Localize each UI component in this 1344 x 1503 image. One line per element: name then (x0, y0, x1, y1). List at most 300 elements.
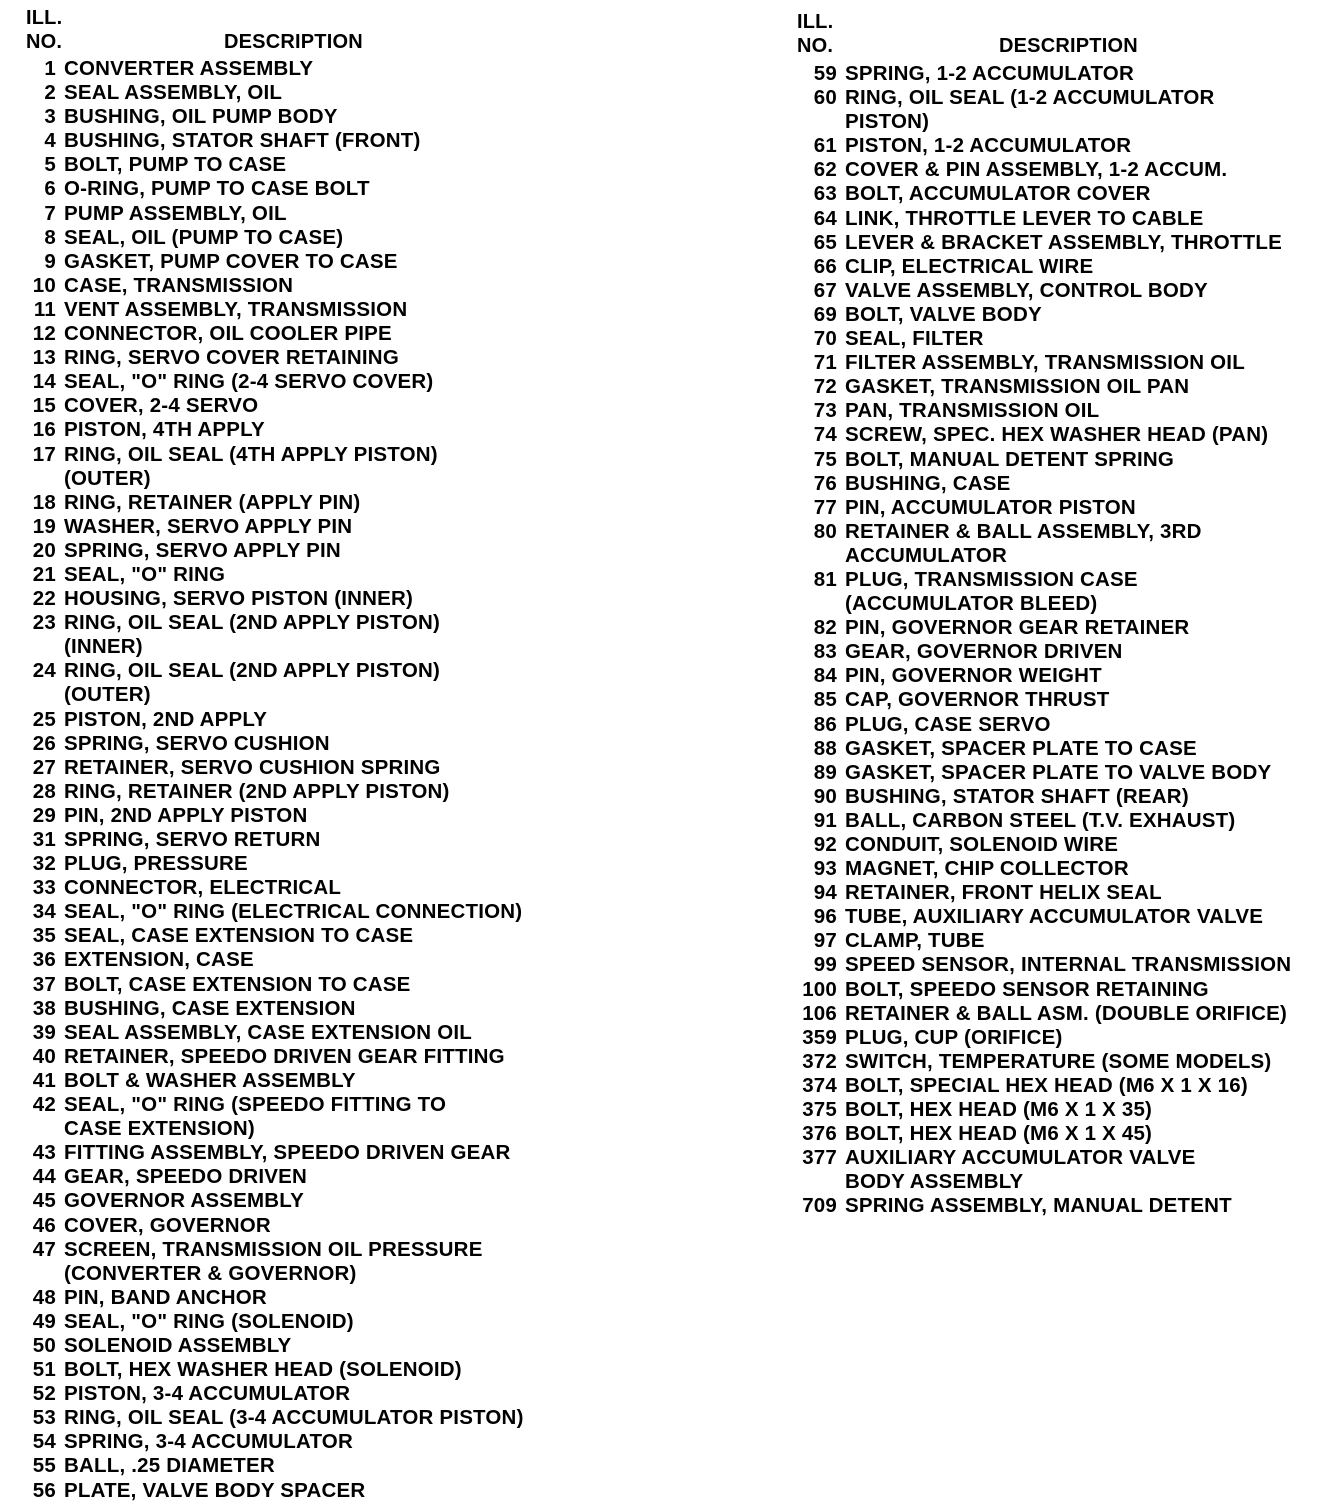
ill-number: 81 (813, 567, 837, 591)
part-description: RING, SERVO COVER RETAINING (64, 346, 399, 370)
ill-number: 54 (32, 1430, 56, 1454)
part-description: SPRING, 3-4 ACCUMULATOR (64, 1430, 353, 1454)
ill-number: 8 (44, 225, 56, 249)
part-description: CONNECTOR, OIL COOLER PIPE (64, 322, 392, 346)
parts-list-row (8, 1479, 524, 1503)
ill-number: 9 (44, 249, 56, 273)
ill-number: 67 (813, 278, 837, 302)
ill-number: 96 (813, 905, 837, 929)
parts-list-row (8, 250, 524, 274)
part-description: SCREW, SPEC. HEX WASHER HEAD (PAN) (845, 423, 1269, 447)
part-description: PLUG, PRESSURE (64, 852, 248, 876)
part-description: PLUG, CUP (ORIFICE) (845, 1025, 1063, 1049)
ill-number: 7 (44, 201, 56, 225)
ill-number: 38 (32, 996, 56, 1020)
ill-number: 42 (32, 1093, 56, 1117)
ill-number: 27 (32, 755, 56, 779)
ill-number: 48 (32, 1285, 56, 1309)
part-description: SEAL, "O" RING (SPEEDO FITTING TO CASE EXTENSION) (64, 1093, 447, 1141)
parts-list-row (8, 876, 524, 900)
ill-number: 14 (32, 370, 56, 394)
parts-list-row (8, 322, 524, 346)
part-description: BOLT, SPEEDO SENSOR RETAINING (845, 977, 1209, 1001)
ill-number: 15 (32, 394, 56, 418)
ill-number: 44 (32, 1165, 56, 1189)
parts-list-row (8, 443, 524, 491)
parts-list-row (783, 664, 1291, 688)
parts-list-row (8, 1093, 524, 1141)
ill-number: 22 (32, 587, 56, 611)
ill-number: 76 (813, 471, 837, 495)
parts-list-row (8, 708, 524, 732)
parts-list-row (8, 997, 524, 1021)
parts-list-row (8, 57, 524, 81)
ill-number: 36 (32, 948, 56, 972)
ill-number: 374 (802, 1073, 837, 1097)
part-description: SEAL, "O" RING (2-4 SERVO COVER) (64, 370, 434, 394)
ill-number: 13 (32, 346, 56, 370)
ill-number: 93 (813, 857, 837, 881)
parts-list-row (8, 1021, 524, 1045)
part-description: BUSHING, STATOR SHAFT (REAR) (845, 784, 1189, 808)
ill-number: 50 (32, 1333, 56, 1357)
parts-list-row (783, 688, 1291, 712)
ill-number: 26 (32, 731, 56, 755)
ill-number: 94 (813, 881, 837, 905)
parts-list-row (8, 370, 524, 394)
ill-number: 32 (32, 852, 56, 876)
part-description: PLUG, CASE SERVO (845, 712, 1051, 736)
ill-number: 24 (32, 659, 56, 683)
description-header: DESCRIPTION (999, 35, 1138, 57)
parts-list-left (8, 57, 524, 1503)
ill-number: 65 (813, 230, 837, 254)
ill-header-line1: ILL. (26, 7, 63, 29)
parts-list-row (783, 182, 1291, 206)
ill-number: 31 (32, 828, 56, 851)
ill-number: 2 (44, 81, 56, 105)
ill-number: 709 (802, 1194, 837, 1218)
ill-number: 97 (813, 929, 837, 953)
parts-list-row (783, 881, 1291, 905)
parts-list-row (8, 418, 524, 442)
ill-number: 5 (44, 153, 56, 177)
parts-list-row (783, 279, 1291, 303)
part-description: SOLENOID ASSEMBLY (64, 1333, 292, 1357)
part-description: RING, OIL SEAL (1-2 ACCUMULATOR PISTON) (845, 86, 1215, 134)
part-description: BOLT, HEX WASHER HEAD (SOLENOID) (64, 1358, 462, 1382)
parts-list-row (8, 973, 524, 997)
ill-number: 90 (813, 784, 837, 808)
parts-list-row (783, 905, 1291, 929)
parts-list-row (783, 1002, 1291, 1026)
ill-number: 100 (802, 977, 837, 1001)
parts-list-row (8, 1045, 524, 1069)
part-description: BOLT, HEX HEAD (M6 X 1 X 35) (845, 1098, 1153, 1122)
ill-number: 55 (32, 1454, 56, 1478)
ill-number: 59 (813, 62, 837, 85)
parts-list-row (783, 1026, 1291, 1050)
parts-list-row (8, 948, 524, 972)
ill-number: 47 (32, 1237, 56, 1261)
parts-list-row (783, 303, 1291, 327)
parts-list-row (8, 515, 524, 539)
ill-number: 3 (44, 105, 56, 129)
ill-number: 74 (813, 423, 837, 447)
part-description: CONVERTER ASSEMBLY (64, 57, 314, 80)
ill-no-header (26, 6, 62, 54)
ill-number: 18 (32, 490, 56, 514)
parts-list-row (8, 780, 524, 804)
ill-number: 51 (32, 1358, 56, 1382)
ill-number: 39 (32, 1020, 56, 1044)
parts-list-row (783, 953, 1291, 977)
part-description: RING, OIL SEAL (3-4 ACCUMULATOR PISTON) (64, 1406, 524, 1430)
ill-number: 83 (813, 640, 837, 664)
ill-number: 92 (813, 833, 837, 856)
part-description: AUXILIARY ACCUMULATOR VALVE BODY ASSEMBLY (845, 1146, 1196, 1194)
parts-list-row (783, 1122, 1291, 1146)
ill-number: 6 (44, 177, 56, 201)
part-description: BUSHING, OIL PUMP BODY (64, 105, 338, 129)
parts-list-row (8, 611, 524, 659)
parts-list-row (783, 399, 1291, 423)
ill-number: 46 (32, 1213, 56, 1237)
part-description: PAN, TRANSMISSION OIL (845, 399, 1100, 423)
part-description: SPEED SENSOR, INTERNAL TRANSMISSION (845, 953, 1292, 977)
ill-number: 69 (813, 302, 837, 326)
part-description: EXTENSION, CASE (64, 948, 254, 972)
part-description: SEAL, "O" RING (ELECTRICAL CONNECTION) (64, 900, 523, 924)
ill-number: 28 (32, 779, 56, 803)
parts-list-row (783, 785, 1291, 809)
part-description: BUSHING, CASE EXTENSION (64, 996, 356, 1020)
ill-number: 86 (813, 712, 837, 736)
parts-list-row (8, 1430, 524, 1454)
ill-number: 12 (32, 322, 56, 346)
part-description: CLIP, ELECTRICAL WIRE (845, 254, 1094, 278)
ill-number: 49 (32, 1309, 56, 1333)
ill-number: 56 (32, 1478, 56, 1502)
parts-list-row (783, 640, 1291, 664)
part-description: RING, OIL SEAL (2ND APPLY PISTON) (OUTER) (64, 659, 441, 707)
ill-number: 23 (32, 611, 56, 635)
ill-number: 41 (32, 1068, 56, 1092)
ill-number: 19 (32, 514, 56, 538)
part-description: PIN, GOVERNOR WEIGHT (845, 664, 1102, 688)
part-description: BOLT, VALVE BODY (845, 302, 1042, 326)
parts-list-row (8, 659, 524, 707)
parts-list-row (783, 448, 1291, 472)
parts-list-row (8, 1165, 524, 1189)
ill-number: 377 (802, 1146, 837, 1170)
parts-list-row (783, 423, 1291, 447)
parts-list-row (783, 1098, 1291, 1122)
part-description: PLATE, VALVE BODY SPACER (64, 1478, 366, 1502)
ill-number: 359 (802, 1025, 837, 1049)
ill-number: 64 (813, 206, 837, 230)
ill-number: 10 (32, 273, 56, 297)
parts-list-row (8, 852, 524, 876)
parts-list-row (8, 1069, 524, 1093)
parts-list-row (8, 1358, 524, 1382)
ill-number: 35 (32, 924, 56, 948)
ill-number: 85 (813, 688, 837, 712)
ill-number: 63 (813, 182, 837, 206)
part-description: FILTER ASSEMBLY, TRANSMISSION OIL (845, 351, 1245, 375)
part-description: PIN, ACCUMULATOR PISTON (845, 495, 1136, 519)
parts-list-row (783, 713, 1291, 737)
ill-number: 61 (813, 134, 837, 158)
part-description: SEAL, FILTER (845, 327, 984, 351)
ill-number: 375 (802, 1098, 837, 1122)
part-description: BOLT, CASE EXTENSION TO CASE (64, 972, 411, 996)
ill-number: 4 (44, 129, 56, 153)
parts-list-row (8, 298, 524, 322)
ill-number: 75 (813, 447, 837, 471)
ill-number: 84 (813, 664, 837, 688)
part-description: PUMP ASSEMBLY, OIL (64, 201, 287, 225)
parts-list-row (783, 158, 1291, 182)
parts-list-row (8, 177, 524, 201)
part-description: VENT ASSEMBLY, TRANSMISSION (64, 297, 408, 321)
parts-list-row (783, 327, 1291, 351)
part-description: LINK, THROTTLE LEVER TO CABLE (845, 206, 1204, 230)
part-description: PISTON, 3-4 ACCUMULATOR (64, 1382, 351, 1406)
part-description: PISTON, 2ND APPLY (64, 707, 268, 731)
ill-number: 37 (32, 972, 56, 996)
ill-number: 106 (802, 1001, 837, 1025)
parts-list-row (8, 1334, 524, 1358)
parts-list-row (8, 539, 524, 563)
parts-list-row (8, 81, 524, 105)
parts-list-row (8, 804, 524, 828)
part-description: BALL, CARBON STEEL (T.V. EXHAUST) (845, 808, 1236, 832)
ill-number: 62 (813, 158, 837, 182)
ill-number: 72 (813, 375, 837, 399)
parts-list-row (783, 809, 1291, 833)
part-description: RING, OIL SEAL (4TH APPLY PISTON) (OUTER) (64, 442, 438, 490)
part-description: FITTING ASSEMBLY, SPEEDO DRIVEN GEAR (64, 1141, 511, 1165)
part-description: CASE, TRANSMISSION (64, 273, 294, 297)
parts-list-row (8, 153, 524, 177)
ill-number: 89 (813, 760, 837, 784)
ill-number: 20 (32, 538, 56, 562)
parts-list-row (8, 756, 524, 780)
parts-list-row (783, 86, 1291, 134)
ill-number: 17 (32, 442, 56, 466)
parts-list-row (8, 924, 524, 948)
ill-number: 88 (813, 736, 837, 760)
part-description: MAGNET, CHIP COLLECTOR (845, 857, 1129, 881)
parts-list-row (8, 828, 524, 852)
parts-list-row (8, 274, 524, 298)
part-description: SPRING, 1-2 ACCUMULATOR (845, 62, 1134, 85)
part-description: SWITCH, TEMPERATURE (SOME MODELS) (845, 1049, 1272, 1073)
part-description: PISTON, 4TH APPLY (64, 418, 265, 442)
parts-list-row (8, 202, 524, 226)
parts-list-row (783, 1146, 1291, 1194)
part-description: GASKET, SPACER PLATE TO VALVE BODY (845, 760, 1272, 784)
part-description: SPRING, SERVO CUSHION (64, 731, 330, 755)
part-description: O-RING, PUMP TO CASE BOLT (64, 177, 370, 201)
part-description: BOLT, PUMP TO CASE (64, 153, 287, 177)
parts-list-right (783, 62, 1291, 1219)
ill-number: 52 (32, 1382, 56, 1406)
parts-list-row (8, 394, 524, 418)
part-description: BOLT, ACCUMULATOR COVER (845, 182, 1151, 206)
part-description: SEAL ASSEMBLY, CASE EXTENSION OIL (64, 1020, 472, 1044)
ill-number: 40 (32, 1044, 56, 1068)
parts-list-row (783, 520, 1291, 568)
ill-number: 43 (32, 1141, 56, 1165)
parts-list-row (783, 207, 1291, 231)
part-description: RING, OIL SEAL (2ND APPLY PISTON) (INNER) (64, 611, 441, 659)
parts-list-row (783, 255, 1291, 279)
part-description: COVER & PIN ASSEMBLY, 1-2 ACCUM. (845, 158, 1228, 182)
part-description: COVER, GOVERNOR (64, 1213, 271, 1237)
parts-list-row (783, 978, 1291, 1002)
parts-list-row (8, 1406, 524, 1430)
ill-number: 80 (813, 519, 837, 543)
part-description: PIN, 2ND APPLY PISTON (64, 803, 308, 827)
part-description: RETAINER, FRONT HELIX SEAL (845, 881, 1162, 905)
part-description: RETAINER, SERVO CUSHION SPRING (64, 755, 441, 779)
parts-list-row (783, 351, 1291, 375)
part-description: PISTON, 1-2 ACCUMULATOR (845, 134, 1132, 158)
parts-list-row (783, 761, 1291, 785)
description-header: DESCRIPTION (224, 31, 363, 53)
ill-number: 376 (802, 1122, 837, 1146)
ill-number: 71 (813, 351, 837, 375)
parts-list-row (783, 231, 1291, 255)
part-description: GASKET, SPACER PLATE TO CASE (845, 736, 1197, 760)
parts-list-row (8, 1238, 524, 1286)
part-description: PLUG, TRANSMISSION CASE (ACCUMULATOR BLEED) (845, 567, 1138, 616)
ill-number: 33 (32, 876, 56, 900)
part-description: GEAR, GOVERNOR DRIVEN (845, 640, 1123, 664)
part-description: SPRING ASSEMBLY, MANUAL DETENT (845, 1194, 1232, 1218)
parts-list-row (8, 226, 524, 250)
ill-number: 11 (33, 297, 56, 321)
part-description: BUSHING, STATOR SHAFT (FRONT) (64, 129, 421, 153)
parts-list-row (783, 134, 1291, 158)
parts-list-row (8, 1382, 524, 1406)
part-description: SEAL, CASE EXTENSION TO CASE (64, 924, 414, 948)
parts-list-row (8, 1454, 524, 1478)
parts-list-row (8, 1189, 524, 1213)
parts-list-row (8, 129, 524, 153)
part-description: SPRING, SERVO RETURN (64, 828, 321, 851)
ill-number: 66 (813, 254, 837, 278)
ill-number: 1 (44, 57, 56, 80)
part-description: BOLT, MANUAL DETENT SPRING (845, 447, 1175, 471)
ill-header-line2: NO. (26, 31, 63, 53)
ill-number: 45 (32, 1189, 56, 1213)
part-description: HOUSING, SERVO PISTON (INNER) (64, 587, 414, 611)
parts-list-row (783, 62, 1291, 86)
part-description: SEAL, "O" RING (SOLENOID) (64, 1309, 354, 1333)
parts-list-row (783, 1050, 1291, 1074)
part-description: GASKET, PUMP COVER TO CASE (64, 249, 398, 273)
part-description: RETAINER, SPEEDO DRIVEN GEAR FITTING (64, 1044, 505, 1068)
part-description: SPRING, SERVO APPLY PIN (64, 538, 341, 562)
part-description: SCREEN, TRANSMISSION OIL PRESSURE (CONVERTER & GOVERNOR) (64, 1237, 483, 1285)
ill-number: 16 (32, 418, 56, 442)
parts-list-row (783, 1194, 1291, 1218)
part-description: RETAINER & BALL ASM. (DOUBLE ORIFICE) (845, 1001, 1288, 1025)
part-description: BUSHING, CASE (845, 471, 1011, 495)
ill-number: 34 (32, 900, 56, 924)
part-description: RETAINER & BALL ASSEMBLY, 3RD ACCUMULATOR (845, 519, 1202, 567)
parts-list-row (783, 568, 1291, 616)
ill-header-line2: NO. (797, 35, 834, 57)
parts-list-row (8, 105, 524, 129)
part-description: WASHER, SERVO APPLY PIN (64, 514, 353, 538)
ill-number: 73 (813, 399, 837, 423)
parts-list-row (783, 375, 1291, 399)
parts-list-row (8, 563, 524, 587)
part-description: BOLT, HEX HEAD (M6 X 1 X 45) (845, 1122, 1153, 1146)
part-description: SEAL, "O" RING (64, 562, 226, 586)
parts-list-row (783, 472, 1291, 496)
ill-number: 60 (813, 86, 837, 110)
part-description: PIN, GOVERNOR GEAR RETAINER (845, 616, 1190, 640)
part-description: COVER, 2-4 SERVO (64, 394, 259, 418)
parts-list-row (8, 900, 524, 924)
parts-list-row (783, 496, 1291, 520)
parts-list-row (783, 737, 1291, 761)
parts-list-row (8, 1141, 524, 1165)
part-description: BOLT, SPECIAL HEX HEAD (M6 X 1 X 16) (845, 1073, 1248, 1097)
part-description: PIN, BAND ANCHOR (64, 1285, 267, 1309)
parts-list-row (8, 1310, 524, 1334)
ill-number: 29 (32, 803, 56, 827)
part-description: SEAL, OIL (PUMP TO CASE) (64, 225, 344, 249)
ill-number: 82 (813, 616, 837, 640)
ill-number: 99 (813, 953, 837, 977)
ill-number: 25 (32, 707, 56, 731)
parts-list-row (783, 1074, 1291, 1098)
part-description: CONNECTOR, ELECTRICAL (64, 876, 342, 900)
part-description: BOLT & WASHER ASSEMBLY (64, 1068, 356, 1092)
ill-number: 372 (802, 1049, 837, 1073)
parts-list-row (8, 587, 524, 611)
parts-list-row (8, 1286, 524, 1310)
parts-list-row (783, 857, 1291, 881)
parts-list-row (8, 491, 524, 515)
part-description: LEVER & BRACKET ASSEMBLY, THROTTLE (845, 230, 1282, 254)
part-description: CLAMP, TUBE (845, 929, 985, 953)
ill-number: 70 (813, 327, 837, 351)
parts-list-row (8, 1214, 524, 1238)
parts-list-row (783, 833, 1291, 857)
part-description: SEAL ASSEMBLY, OIL (64, 81, 283, 105)
part-description: GASKET, TRANSMISSION OIL PAN (845, 375, 1190, 399)
part-description: GEAR, SPEEDO DRIVEN (64, 1165, 308, 1189)
part-description: BALL, .25 DIAMETER (64, 1454, 275, 1478)
parts-list-row (783, 929, 1291, 953)
part-description: CONDUIT, SOLENOID WIRE (845, 833, 1119, 856)
parts-list-row (8, 732, 524, 756)
parts-list-row (783, 616, 1291, 640)
part-description: GOVERNOR ASSEMBLY (64, 1189, 304, 1213)
part-description: VALVE ASSEMBLY, CONTROL BODY (845, 278, 1208, 302)
ill-number: 53 (32, 1406, 56, 1430)
ill-header-line1: ILL. (797, 11, 834, 33)
parts-list-row (8, 346, 524, 370)
part-description: RING, RETAINER (APPLY PIN) (64, 490, 361, 514)
